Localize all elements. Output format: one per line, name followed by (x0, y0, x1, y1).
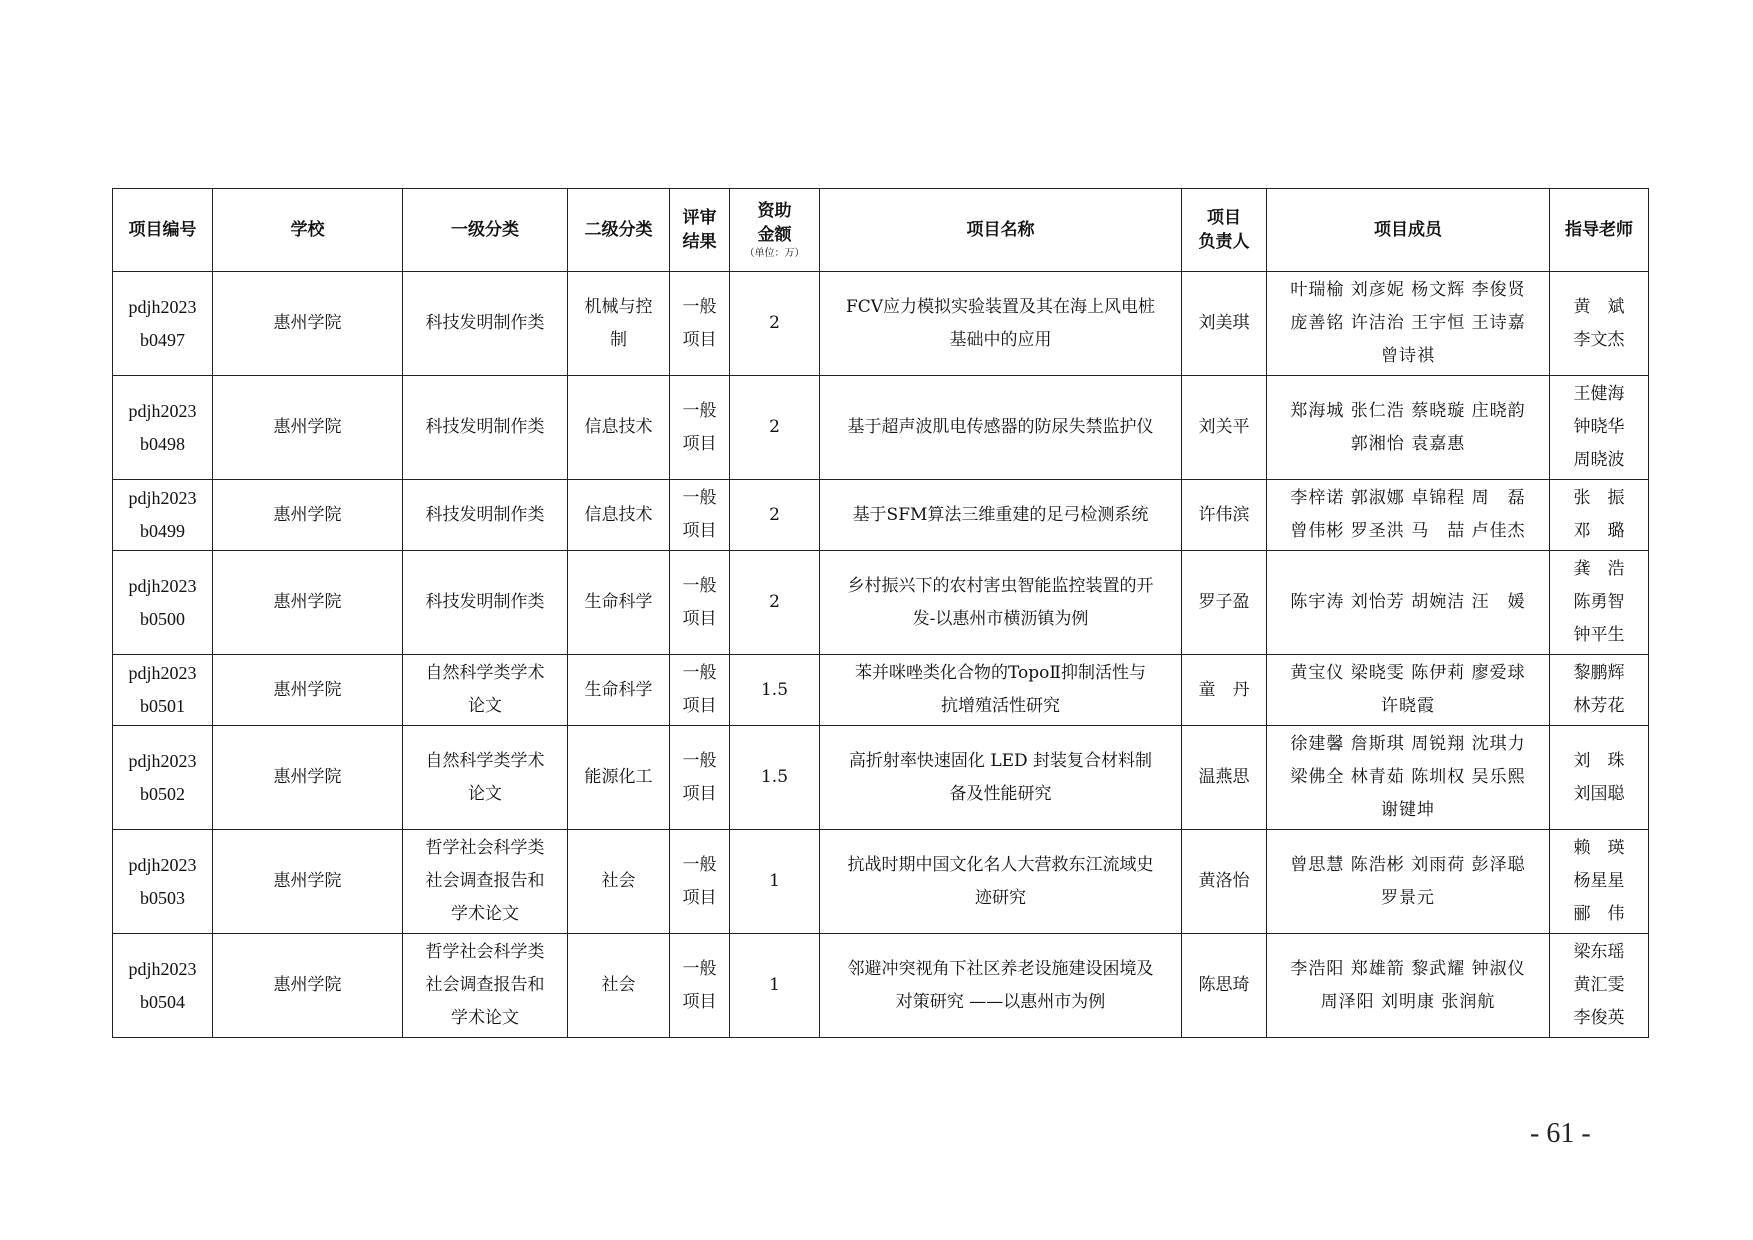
cell-advisor-line: 李俊英 (1573, 1008, 1625, 1028)
cell-result-line: 项目 (682, 521, 717, 541)
cell-category2 (568, 376, 670, 480)
cell-name-line: 基于超声波肌电传感器的防尿失禁监护仪 (847, 417, 1154, 437)
cell-name (820, 551, 1182, 655)
cell-id-line: b0498 (140, 433, 185, 454)
cell-members-line: 罗景元 (1381, 887, 1435, 908)
cell-id-line: b0501 (140, 696, 185, 716)
cell-name-line: 备及性能研究 (949, 783, 1052, 804)
cell-members-line: 李浩阳 郑雄箭 黎武耀 钟淑仪 (1290, 958, 1526, 979)
cell-advisor-line: 邓 璐 (1573, 521, 1625, 541)
cell-members (1267, 830, 1550, 934)
cell-leader: 刘美琪 (1182, 272, 1267, 376)
cell-category1 (403, 480, 568, 551)
cell-category2-line: 生命科学 (584, 679, 653, 700)
cell-advisor-line: 王健海 (1573, 384, 1625, 404)
cell-id-line: pdjh2023 (128, 296, 197, 317)
cell-members (1267, 934, 1550, 1038)
col-header-result-line: 评审 (682, 208, 717, 228)
cell-result-line: 一般 (682, 400, 717, 421)
cell-result (670, 376, 730, 480)
col-header-category1: 一级分类 (403, 189, 568, 272)
cell-advisor-line: 黎鹏辉 (1573, 663, 1625, 683)
cell-id-line: b0502 (140, 783, 185, 804)
cell-id-line: b0500 (140, 608, 185, 629)
col-header-advisor: 指导老师 (1550, 189, 1649, 272)
cell-name-line: 基础中的应用 (949, 329, 1052, 350)
cell-members-line: 谢键坤 (1381, 800, 1435, 820)
cell-advisor-line: 刘国聪 (1573, 783, 1625, 804)
cell-result-line: 项目 (682, 696, 717, 716)
cell-result-line: 一般 (682, 958, 717, 979)
col-header-school: 学校 (213, 189, 403, 272)
cell-name-line: 基于SFM算法三维重建的足弓检测系统 (852, 504, 1149, 525)
cell-category1-line: 科技发明制作类 (425, 313, 545, 333)
table-row (113, 376, 1649, 480)
cell-members (1267, 551, 1550, 655)
cell-category1 (403, 934, 568, 1038)
cell-category2-line: 生命科学 (584, 592, 653, 612)
col-header-members: 项目成员 (1267, 189, 1550, 272)
cell-advisor-line: 钟晓华 (1573, 417, 1625, 437)
cell-category2 (568, 934, 670, 1038)
cell-leader: 刘关平 (1182, 376, 1267, 480)
cell-category1-line: 社会调查报告和 (425, 975, 545, 995)
cell-members-line: 曾伟彬 罗圣洪 马 喆 卢佳杰 (1290, 521, 1526, 541)
cell-amount: 2 (730, 480, 820, 551)
cell-id-line: b0503 (140, 887, 185, 908)
col-header-amount (730, 189, 820, 272)
cell-amount: 1.5 (730, 726, 820, 830)
cell-category1 (403, 655, 568, 726)
cell-category1-line: 学术论文 (451, 1008, 519, 1028)
cell-name-line: 抗增殖活性研究 (941, 696, 1060, 716)
cell-members (1267, 480, 1550, 551)
cell-id (113, 655, 213, 726)
col-header-leader (1182, 189, 1267, 272)
cell-category2-line: 信息技术 (584, 417, 653, 437)
col-header-amount-line: 金额 (757, 225, 792, 245)
cell-id-line: pdjh2023 (128, 575, 197, 596)
cell-category1-line: 自然科学类学术 (425, 750, 545, 771)
cell-category2-line: 社会 (601, 975, 636, 995)
cell-members-line: 叶瑞榆 刘彦妮 杨文辉 李俊贤 (1290, 280, 1526, 300)
cell-result-line: 一般 (682, 663, 717, 683)
cell-id (113, 480, 213, 551)
cell-id (113, 272, 213, 376)
cell-category2 (568, 830, 670, 934)
cell-members (1267, 655, 1550, 726)
cell-amount: 2 (730, 272, 820, 376)
cell-school: 惠州学院 (213, 551, 403, 655)
table-row (113, 934, 1649, 1038)
cell-category1-line: 论文 (468, 696, 502, 716)
page-number: - 61 - (1530, 1118, 1591, 1149)
cell-school: 惠州学院 (213, 934, 403, 1038)
table-row (113, 830, 1649, 934)
cell-result-line: 项目 (682, 991, 717, 1012)
cell-category1-line: 哲学社会科学类 (425, 942, 545, 962)
cell-advisor (1550, 551, 1649, 655)
cell-result (670, 551, 730, 655)
cell-members-line: 郭湘怡 袁嘉惠 (1350, 433, 1466, 454)
cell-id-line: pdjh2023 (128, 400, 197, 421)
cell-result-line: 一般 (682, 750, 717, 771)
cell-leader: 罗子盈 (1182, 551, 1267, 655)
cell-leader: 黄洛怡 (1182, 830, 1267, 934)
cell-school: 惠州学院 (213, 480, 403, 551)
cell-category2-line: 社会 (601, 871, 636, 891)
cell-id-line: b0504 (140, 991, 185, 1012)
cell-category1 (403, 376, 568, 480)
header-row (113, 189, 1649, 272)
cell-members-line: 李梓诺 郭淑娜 卓锦程 周 磊 (1290, 488, 1526, 508)
cell-name (820, 272, 1182, 376)
cell-leader: 温燕思 (1182, 726, 1267, 830)
cell-name-line: 苯并咪唑类化合物的TopoⅡ抑制活性与 (855, 663, 1146, 683)
cell-category2 (568, 480, 670, 551)
cell-advisor-line: 杨星星 (1573, 871, 1625, 891)
project-table (112, 188, 1649, 1038)
cell-advisor-line: 梁东瑶 (1573, 942, 1625, 962)
cell-result (670, 655, 730, 726)
col-header-result (670, 189, 730, 272)
cell-result (670, 480, 730, 551)
cell-result-line: 项目 (682, 329, 717, 350)
cell-category1-line: 科技发明制作类 (425, 504, 545, 525)
cell-result-line: 项目 (682, 783, 717, 804)
cell-amount: 2 (730, 551, 820, 655)
cell-result-line: 项目 (682, 887, 717, 908)
cell-id (113, 934, 213, 1038)
cell-advisor-line: 龚 浩 (1573, 559, 1625, 579)
cell-members-line: 黄宝仪 梁晓雯 陈伊莉 廖爱球 (1290, 663, 1526, 683)
cell-category1-line: 社会调查报告和 (425, 871, 545, 891)
table-row (113, 551, 1649, 655)
cell-id-line: pdjh2023 (128, 488, 197, 508)
cell-id-line: b0497 (140, 329, 185, 350)
cell-members (1267, 272, 1550, 376)
cell-category1-line: 自然科学类学术 (425, 663, 545, 683)
cell-category2-line: 机械与控 (584, 296, 653, 317)
cell-advisor (1550, 272, 1649, 376)
cell-advisor-line: 赖 瑛 (1573, 838, 1625, 858)
cell-members-line: 曾思慧 陈浩彬 刘雨荷 彭泽聪 (1290, 854, 1526, 875)
cell-category2-line: 能源化工 (584, 767, 653, 787)
col-header-id: 项目编号 (113, 189, 213, 272)
cell-result-line: 项目 (682, 433, 717, 454)
cell-name (820, 934, 1182, 1038)
cell-members-line: 曾诗祺 (1381, 346, 1435, 366)
cell-category1-line: 哲学社会科学类 (425, 838, 545, 858)
cell-category2 (568, 726, 670, 830)
cell-category1-line: 科技发明制作类 (425, 417, 545, 437)
cell-name-line: 高折射率快速固化 LED 封装复合材料制 (848, 750, 1153, 771)
cell-category1-line: 论文 (468, 783, 502, 804)
cell-advisor-line: 李文杰 (1573, 329, 1625, 350)
cell-school: 惠州学院 (213, 726, 403, 830)
cell-id-line: b0499 (140, 521, 185, 541)
cell-school: 惠州学院 (213, 376, 403, 480)
cell-school: 惠州学院 (213, 830, 403, 934)
cell-name-line: 迹研究 (975, 887, 1026, 908)
cell-result (670, 726, 730, 830)
cell-amount: 1 (730, 830, 820, 934)
cell-members-line: 周泽阳 刘明康 张润航 (1320, 991, 1496, 1012)
cell-advisor (1550, 480, 1649, 551)
cell-advisor-line: 郦 伟 (1573, 904, 1625, 924)
cell-name (820, 726, 1182, 830)
cell-members-line: 庞善铭 许洁治 王宇恒 王诗嘉 (1290, 313, 1526, 333)
cell-advisor-line: 刘 珠 (1573, 750, 1625, 771)
cell-advisor-line: 周晓波 (1573, 450, 1625, 470)
table-row (113, 480, 1649, 551)
cell-amount: 2 (730, 376, 820, 480)
cell-name-line: 对策研究 ——以惠州市为例 (895, 991, 1106, 1012)
cell-advisor-line: 黄汇雯 (1573, 975, 1625, 995)
cell-id (113, 376, 213, 480)
cell-category2-line: 信息技术 (584, 504, 653, 525)
cell-id-line: pdjh2023 (128, 750, 197, 771)
cell-leader: 许伟滨 (1182, 480, 1267, 551)
cell-name (820, 830, 1182, 934)
cell-name-line: 发-以惠州市横沥镇为例 (912, 608, 1089, 629)
cell-result-line: 一般 (682, 575, 717, 596)
cell-amount: 1.5 (730, 655, 820, 726)
cell-school: 惠州学院 (213, 655, 403, 726)
cell-result (670, 830, 730, 934)
col-header-leader-line: 项目 (1207, 208, 1241, 228)
cell-id-line: pdjh2023 (128, 854, 197, 875)
cell-category1 (403, 272, 568, 376)
cell-name (820, 655, 1182, 726)
col-header-name: 项目名称 (820, 189, 1182, 272)
cell-name (820, 480, 1182, 551)
cell-result (670, 934, 730, 1038)
cell-category1-line: 科技发明制作类 (425, 592, 545, 612)
table-row (113, 655, 1649, 726)
cell-name-line: FCV应力模拟实验装置及其在海上风电桩 (845, 296, 1156, 317)
cell-advisor (1550, 934, 1649, 1038)
cell-category1-line: 学术论文 (451, 904, 519, 924)
cell-category2 (568, 272, 670, 376)
cell-members-line: 陈宇涛 刘怡芳 胡婉洁 汪 媛 (1290, 592, 1526, 612)
cell-name (820, 376, 1182, 480)
cell-members (1267, 726, 1550, 830)
table-body (113, 272, 1649, 1038)
cell-advisor (1550, 726, 1649, 830)
cell-id (113, 830, 213, 934)
col-header-amount-unit: （单位：万） (744, 248, 805, 259)
cell-leader: 童 丹 (1182, 655, 1267, 726)
cell-leader: 陈思琦 (1182, 934, 1267, 1038)
cell-category1 (403, 726, 568, 830)
cell-members-line: 许晓霞 (1381, 696, 1435, 716)
cell-advisor (1550, 655, 1649, 726)
cell-name-line: 邻避冲突视角下社区养老设施建设困境及 (847, 958, 1154, 979)
col-header-amount-line: 资助 (757, 201, 792, 221)
cell-id-line: pdjh2023 (128, 663, 197, 683)
cell-category2 (568, 655, 670, 726)
cell-id (113, 726, 213, 830)
cell-amount: 1 (730, 934, 820, 1038)
cell-advisor-line: 林芳花 (1573, 696, 1625, 716)
cell-members (1267, 376, 1550, 480)
cell-category2-line: 制 (610, 329, 627, 350)
cell-name-line: 抗战时期中国文化名人大营救东江流域史 (847, 854, 1154, 875)
table-row (113, 726, 1649, 830)
cell-school: 惠州学院 (213, 272, 403, 376)
cell-result-line: 一般 (682, 296, 717, 317)
cell-advisor-line: 张 振 (1573, 488, 1625, 508)
cell-members-line: 郑海城 张仁浩 蔡晓璇 庄晓韵 (1290, 400, 1526, 421)
cell-result-line: 项目 (682, 608, 717, 629)
col-header-category2: 二级分类 (568, 189, 670, 272)
cell-id (113, 551, 213, 655)
cell-advisor (1550, 376, 1649, 480)
col-header-leader-line: 负责人 (1198, 232, 1250, 252)
cell-advisor (1550, 830, 1649, 934)
cell-category1 (403, 551, 568, 655)
cell-result-line: 一般 (682, 854, 717, 875)
cell-advisor-line: 陈勇智 (1573, 592, 1625, 612)
cell-result-line: 一般 (682, 488, 717, 508)
cell-category2 (568, 551, 670, 655)
cell-members-line: 梁佛全 林青茹 陈圳权 吴乐熙 (1290, 767, 1526, 787)
cell-category1 (403, 830, 568, 934)
cell-advisor-line: 黄 斌 (1573, 296, 1625, 317)
table-row (113, 272, 1649, 376)
cell-result (670, 272, 730, 376)
cell-id-line: pdjh2023 (128, 958, 197, 979)
cell-members-line: 徐建馨 詹斯琪 周锐翔 沈琪力 (1290, 734, 1526, 754)
cell-name-line: 乡村振兴下的农村害虫智能监控装置的开 (847, 575, 1154, 596)
col-header-result-line: 结果 (682, 232, 717, 252)
cell-advisor-line: 钟平生 (1573, 625, 1625, 645)
